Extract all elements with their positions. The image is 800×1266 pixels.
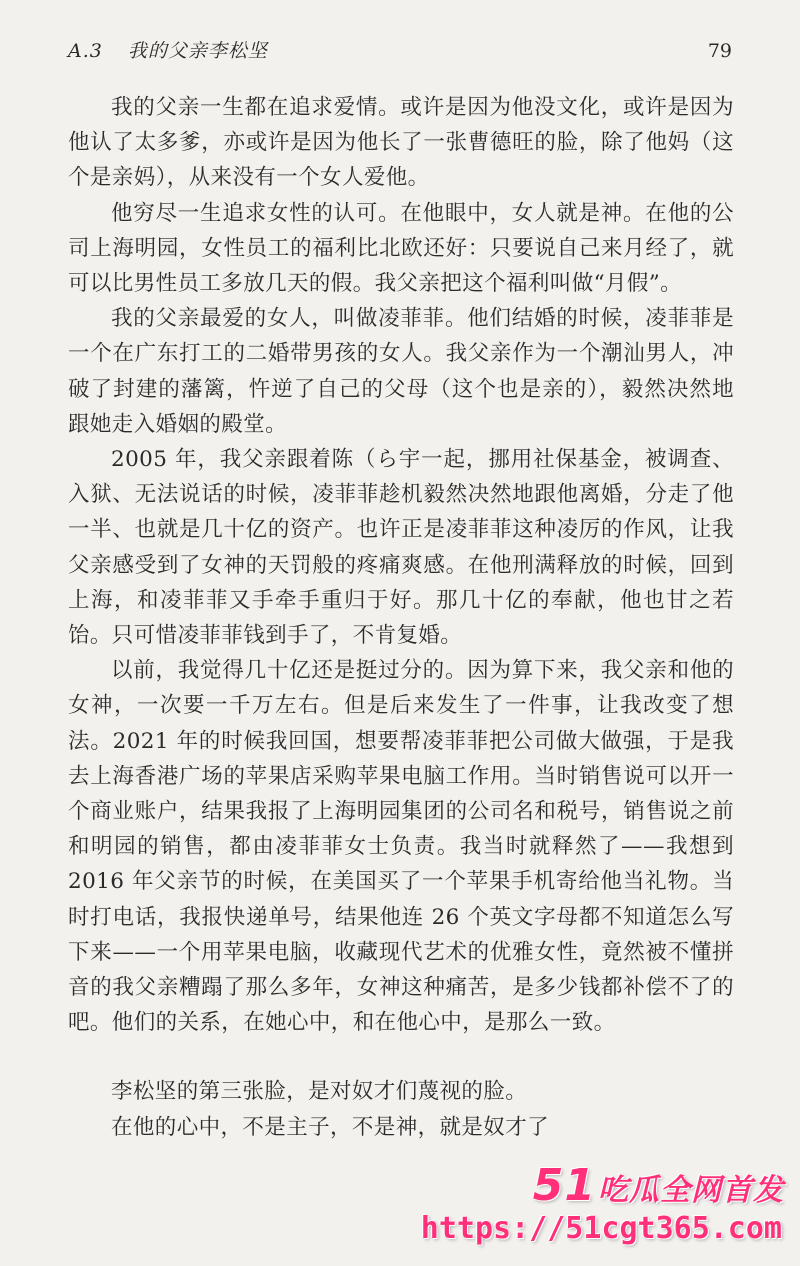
section-number: A.3	[68, 40, 103, 62]
body-text	[68, 90, 734, 1145]
watermark-logo-text: 吃瓜全网首发	[598, 1173, 784, 1208]
paragraph-5: 以前，我觉得几十亿还是挺过分的。因为算下来，我父亲和他的女神，一次要一千万左右。但是后来发生了一件事，让我改变了想法。2021 年的时候我回国，想要帮凌菲菲把公司做大做强，于是我去上海香港广场的苹果店采购苹果电脑工作用。当时销售说可以开一个商业账户，结果我报了上海明园集团的公司名和税号，销售说之前和明园的销售，都由凌菲菲女士负责。我当时就释然了——我想到 2016 年父亲节的时候，在美国买了一个苹果手机寄给他当礼物。当时打电话，我报快递单号，结果他连 26 个英文字母都不知道怎么写下来——一个用苹果电脑，收藏现代艺术的优雅女性，竟然被不懂拼音的我父亲糟蹋了那么多年，女神这种痛苦，是多少钱都补偿不了的吧。他们的关系，在她心中，和在他心中，是那么一致。	[68, 658, 734, 1036]
paragraph-4: 2005 年，我父亲跟着陈（ら宇一起，挪用社保基金，被调查、入狱、无法说话的时候，凌菲菲趁机毅然决然地跟他离婚，分走了他一半、也就是几十亿的资产。也许正是凌菲菲这种凌厉的作风，让我父亲感受到了女神的天罚般的疼痛爽感。在他刑满释放的时候，回到上海，和凌菲菲又手牵手重归于好。那几十亿的奉献，他也甘之若饴。只可惜凌菲菲钱到手了，不肯复婚。	[68, 447, 734, 649]
watermark	[420, 1158, 790, 1258]
paragraph-1: 我的父亲一生都在追求爱情。或许是因为他没文化，或许是因为他认了太多爹，亦或许是因为他长了一张曹德旺的脸，除了他妈（这个是亲妈），从来没有一个女人爱他。	[68, 95, 734, 191]
chapter-title: 我的父亲李松坚	[127, 40, 268, 62]
paragraph-6: 李松坚的第三张脸，是对奴才们蔑视的脸。	[111, 1079, 528, 1105]
running-header	[68, 36, 732, 66]
header-chapter	[68, 36, 268, 63]
watermark-logo	[533, 1160, 784, 1211]
watermark-url: https://51cgt365.com	[420, 1211, 782, 1246]
paragraph-3: 我的父亲最爱的女人，叫做凌菲菲。他们结婚的时候，凌菲菲是一个在广东打工的二婚带男孩的女人。我父亲作为一个潮汕男人，冲破了封建的藩篱，忤逆了自己的父母（这个也是亲的），毅然决然地跟她走入婚姻的殿堂。	[68, 306, 734, 437]
paragraph-7: 在他的心中，不是主子，不是神，就是奴才了	[111, 1114, 550, 1140]
page-number: 79	[707, 40, 732, 62]
watermark-logo-number: 51	[532, 1160, 596, 1211]
paragraph-2: 他穷尽一生追求女性的认可。在他眼中，女人就是神。在他的公司上海明园，女性员工的福利比北欧还好：只要说自己来月经了，就可以比男性员工多放几天的假。我父亲把这个福利叫做“月假”。	[68, 200, 734, 297]
